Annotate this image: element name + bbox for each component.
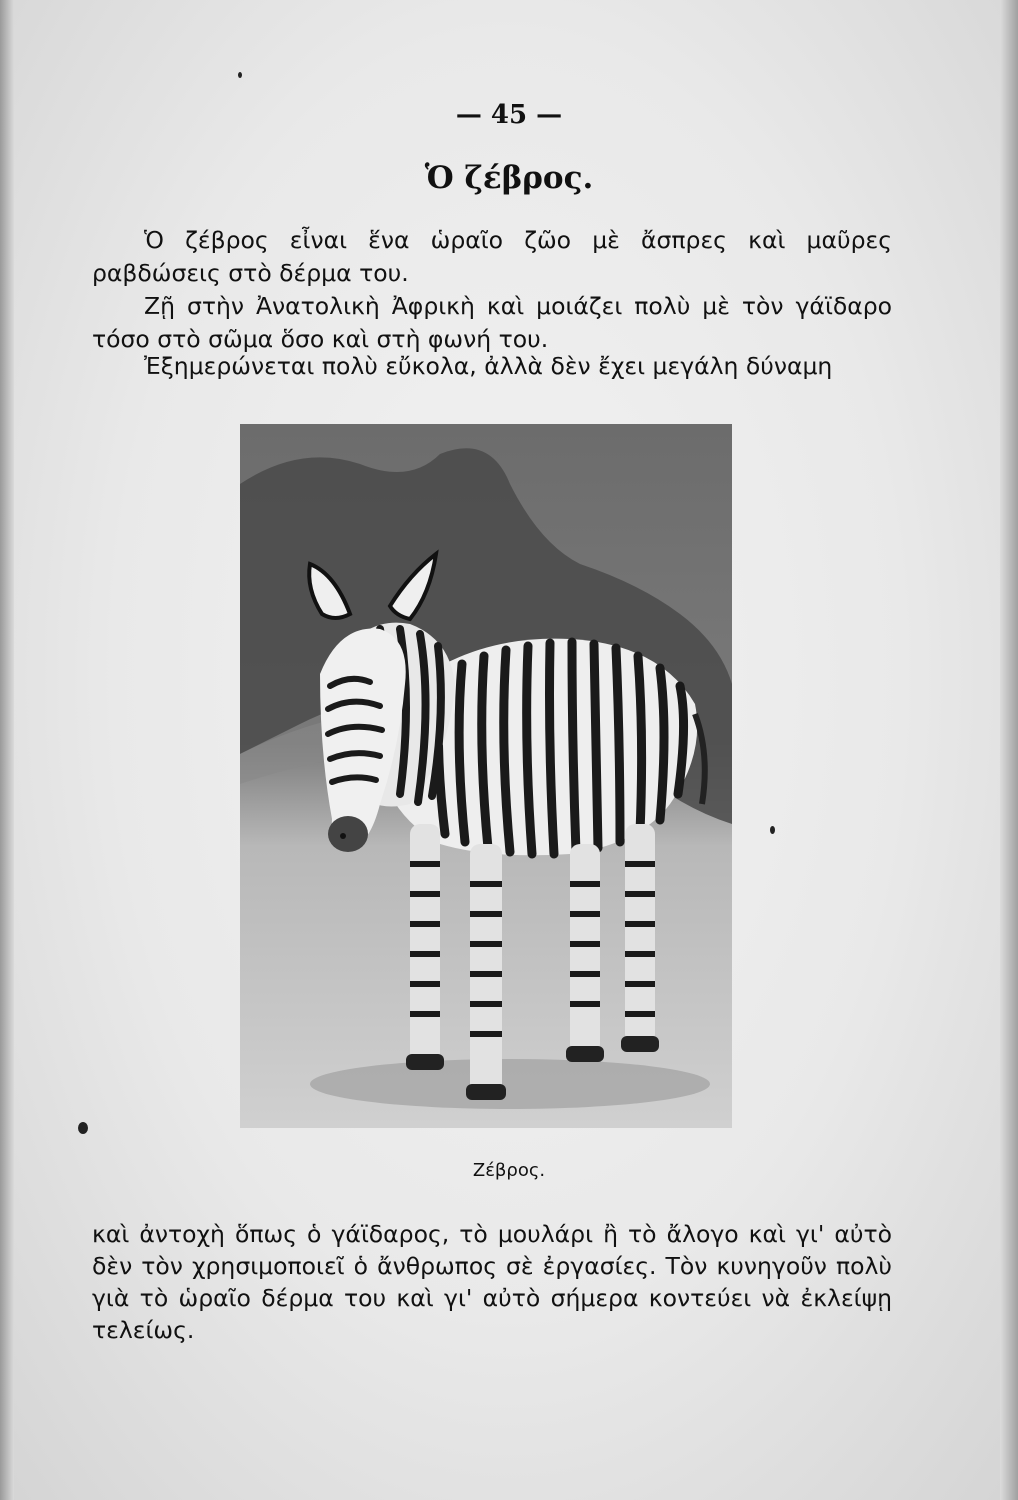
zebra-photo xyxy=(240,424,732,1128)
figure-caption: Ζέβρος. xyxy=(472,1160,546,1181)
paragraph-continuation: καὶ ἀντοχὴ ὅπως ὁ γάϊδαρος, τὸ μουλάρι ἢ τὸ ἄλογο καὶ γι' αὐτὸ δὲν τὸν χρησιμοποιεῖ ὁ ἄνθρωπος σὲ ἐργασίες. Τὸν κυνηγοῦν πολὺ γιὰ τὸ ὡραῖο δέρμα του καὶ γι' αὐτὸ σήμερα κοντεύει νὰ ἐκλείψῃ τελείως. xyxy=(92,1220,892,1344)
ink-speck xyxy=(78,1122,88,1134)
page-title: Ὁ ζέβρος. xyxy=(424,160,594,196)
paragraph-3: Ἐξημερώνεται πολὺ εὔκολα, ἀλλὰ δὲν ἔχει μεγάλη δύναμη xyxy=(144,352,833,380)
ink-speck xyxy=(770,826,775,834)
paragraph-2: Ζῇ στὴν Ἀνατολικὴ Ἀφρικὴ καὶ μοιάζει πολὺ μὲ τὸν γάϊδαρο τόσο στὸ σῶμα ὅσο καὶ στὴ φωνή του. xyxy=(92,292,892,353)
paragraph-1: Ὁ ζέβρος εἶναι ἕνα ὡραῖο ζῶο μὲ ἄσπρες καὶ μαῦρες ραβδώσεις στὸ δέρμα του. xyxy=(92,226,892,287)
ink-speck xyxy=(238,72,242,78)
page-edge-right xyxy=(1000,0,1018,1500)
page-number: — 45 — xyxy=(455,100,563,130)
page-edge-left xyxy=(0,0,14,1500)
zebra-illustration xyxy=(240,424,732,1128)
